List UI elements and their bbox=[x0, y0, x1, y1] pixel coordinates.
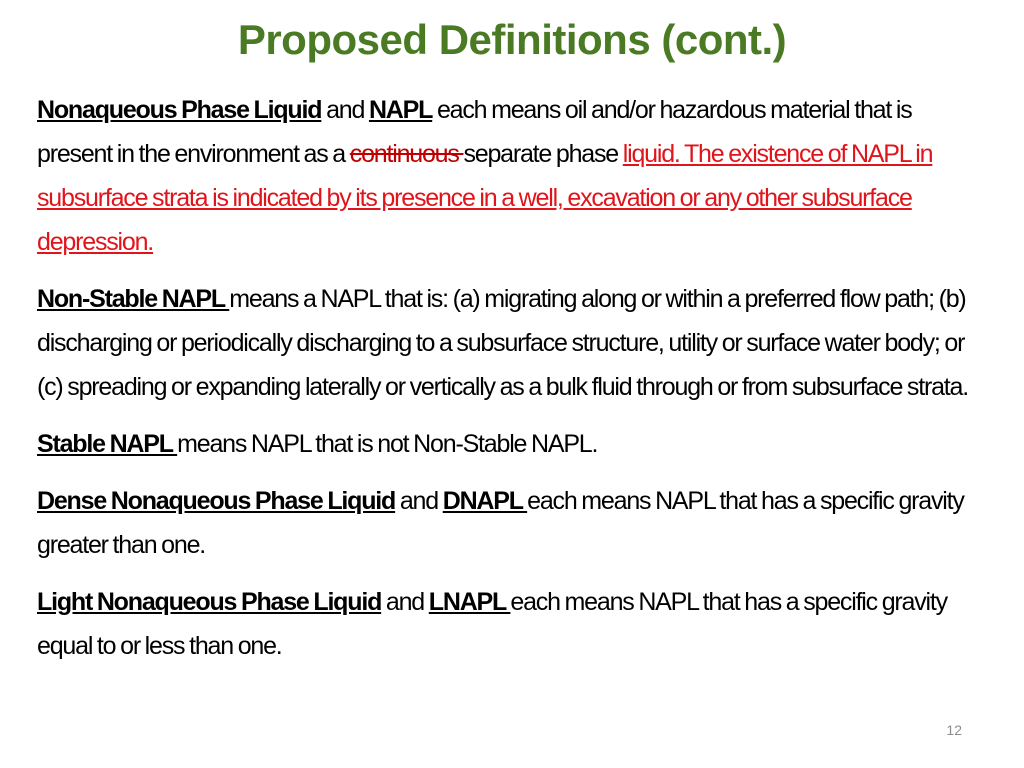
term-napl: NAPL bbox=[368, 96, 433, 124]
term-stable-napl: Stable NAPL bbox=[37, 430, 178, 458]
definition-text: separate phase bbox=[463, 140, 623, 168]
definition-napl bbox=[37, 88, 989, 264]
term-light-nonaqueous-phase-liquid: Light Nonaqueous Phase Liquid bbox=[37, 588, 382, 616]
definition-text: each means NAPL that has a specific gravity equal to or less than one. bbox=[37, 588, 947, 660]
term-non-stable-napl: Non-Stable NAPL bbox=[37, 285, 230, 313]
definition-lnapl bbox=[37, 580, 989, 668]
definition-stable-napl bbox=[37, 422, 989, 466]
definition-text: each means NAPL that has a specific gravity greater than one. bbox=[37, 487, 964, 559]
connector-and: and bbox=[381, 588, 429, 616]
definition-text: means a NAPL that is: (a) migrating along or within a preferred flow path; (b) discharging or periodically discharging to a subsurface structure, utility or surface water body; or (c) spreading or expanding laterally or vertically as a bulk fluid through or from subsurface strata. bbox=[37, 285, 968, 401]
connector-and: and bbox=[321, 96, 369, 124]
page-title: Proposed Definitions (cont.) bbox=[237, 16, 787, 63]
connector-and: and bbox=[395, 487, 443, 515]
definition-text: each means oil and/or hazardous material that is present in the environment as a bbox=[37, 96, 912, 168]
definition-non-stable-napl bbox=[37, 277, 989, 409]
page-number: 12 bbox=[946, 722, 962, 738]
definition-dnapl bbox=[37, 479, 989, 567]
deleted-text: continuous bbox=[349, 140, 464, 168]
term-nonaqueous-phase-liquid: Nonaqueous Phase Liquid bbox=[37, 96, 322, 124]
term-dense-nonaqueous-phase-liquid: Dense Nonaqueous Phase Liquid bbox=[37, 487, 396, 515]
inserted-text: liquid. The existence of NAPL in subsurface strata is indicated by its presence in a well, excavation or any other subsurface depression. bbox=[37, 140, 933, 256]
term-dnapl: DNAPL bbox=[442, 487, 528, 515]
definition-text: means NAPL that is not Non-Stable NAPL. bbox=[177, 430, 598, 458]
definitions-body bbox=[37, 88, 989, 681]
term-lnapl: LNAPL bbox=[428, 588, 511, 616]
